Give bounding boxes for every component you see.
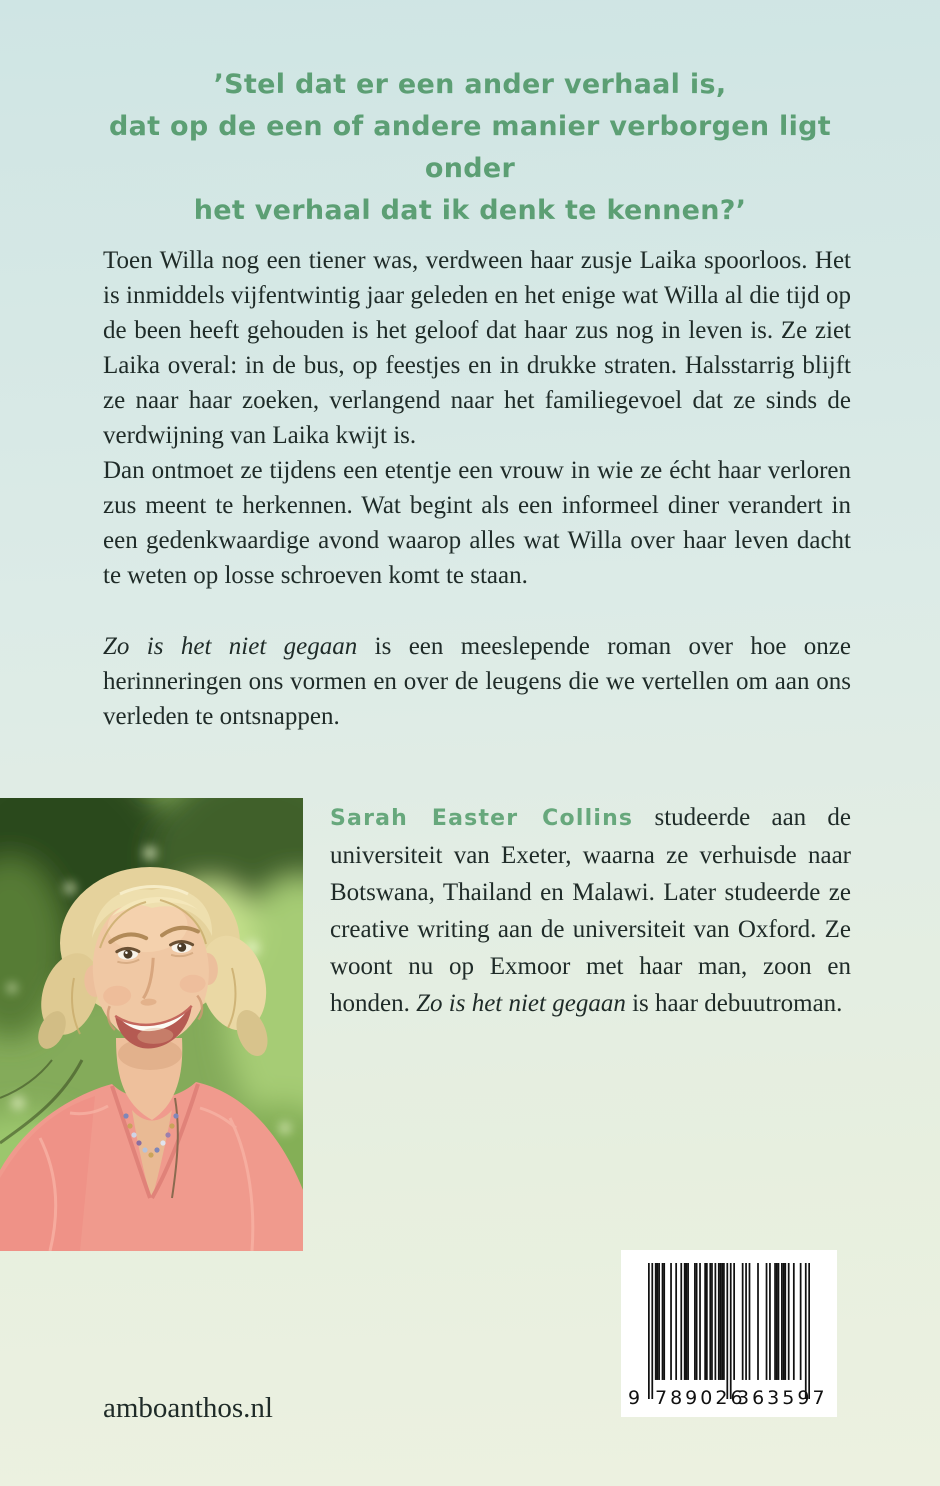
publisher-website: amboanthos.nl [103, 1392, 273, 1424]
author-name: Sarah Easter Collins [330, 806, 634, 831]
book-title-italic: Zo is het niet gegaan [103, 633, 358, 660]
author-bio-end: is haar debuutroman. [625, 990, 843, 1017]
author-bio [330, 799, 851, 1022]
isbn-barcode [621, 1250, 837, 1417]
author-portrait-illustration [0, 798, 303, 1251]
quote-line-3: het verhaal dat ik denk te kennen?’ [193, 195, 747, 226]
synopsis-paragraph-3-text: is een meeslepende roman over hoe onze herinneringen ons vormen en over de leugens die we vertellen om aan ons verleden te ontsnappen. [103, 633, 851, 730]
barcode-bars [648, 1263, 810, 1399]
quote-line-2: dat op de een of andere manier verborgen ligt onder [109, 111, 831, 184]
author-bio-paragraph [330, 799, 851, 1022]
author-photo [0, 798, 303, 1251]
synopsis-paragraph-1: Toen Willa nog een tiener was, verdween haar zusje Laika spoorloos. Het is inmiddels vijfentwintig jaar geleden en het enige wat Willa al die tijd op de been heeft gehouden is het geloof dat haar zus nog in leven is. Ze ziet Laika overal: in de bus, op feestjes en in drukke straten. Halsstarrig blijft ze naar haar zoeken, verlangend naar het familiegevoel dat ze sinds de verdwijning van Laika kwijt is. [103, 247, 851, 449]
barcode-digit-group-2: 789026 [655, 1387, 746, 1409]
cover-quote [60, 64, 880, 232]
quote-line-1: ’Stel dat er een ander verhaal is, [213, 69, 727, 100]
synopsis [103, 243, 851, 734]
synopsis-paragraph-2: Dan ontmoet ze tijdens een etentje een vrouw in wie ze écht haar verloren zus meent te herkennen. Wat begint als een informeel diner verandert in een gedenkwaardige avond waarop alles wat Willa over haar leven dacht te weten op losse schroeven komt te staan. [103, 457, 851, 589]
synopsis-paragraph-3 [103, 629, 851, 734]
author-bio-text: studeerde aan de universiteit van Exeter, waarna ze verhuisde naar Botswana, Thailand en Malawi. Later studeerde ze creative writing aan de universiteit van Oxford. Ze woont nu op Exmoor met haar man, zoon en honden. [330, 804, 852, 1017]
book-title-italic-bio: Zo is het niet gegaan [416, 990, 626, 1017]
barcode-digit-group-3: 363597 [737, 1387, 828, 1409]
barcode-digits [621, 1387, 837, 1409]
barcode-digit-group-1: 9 [628, 1387, 644, 1409]
